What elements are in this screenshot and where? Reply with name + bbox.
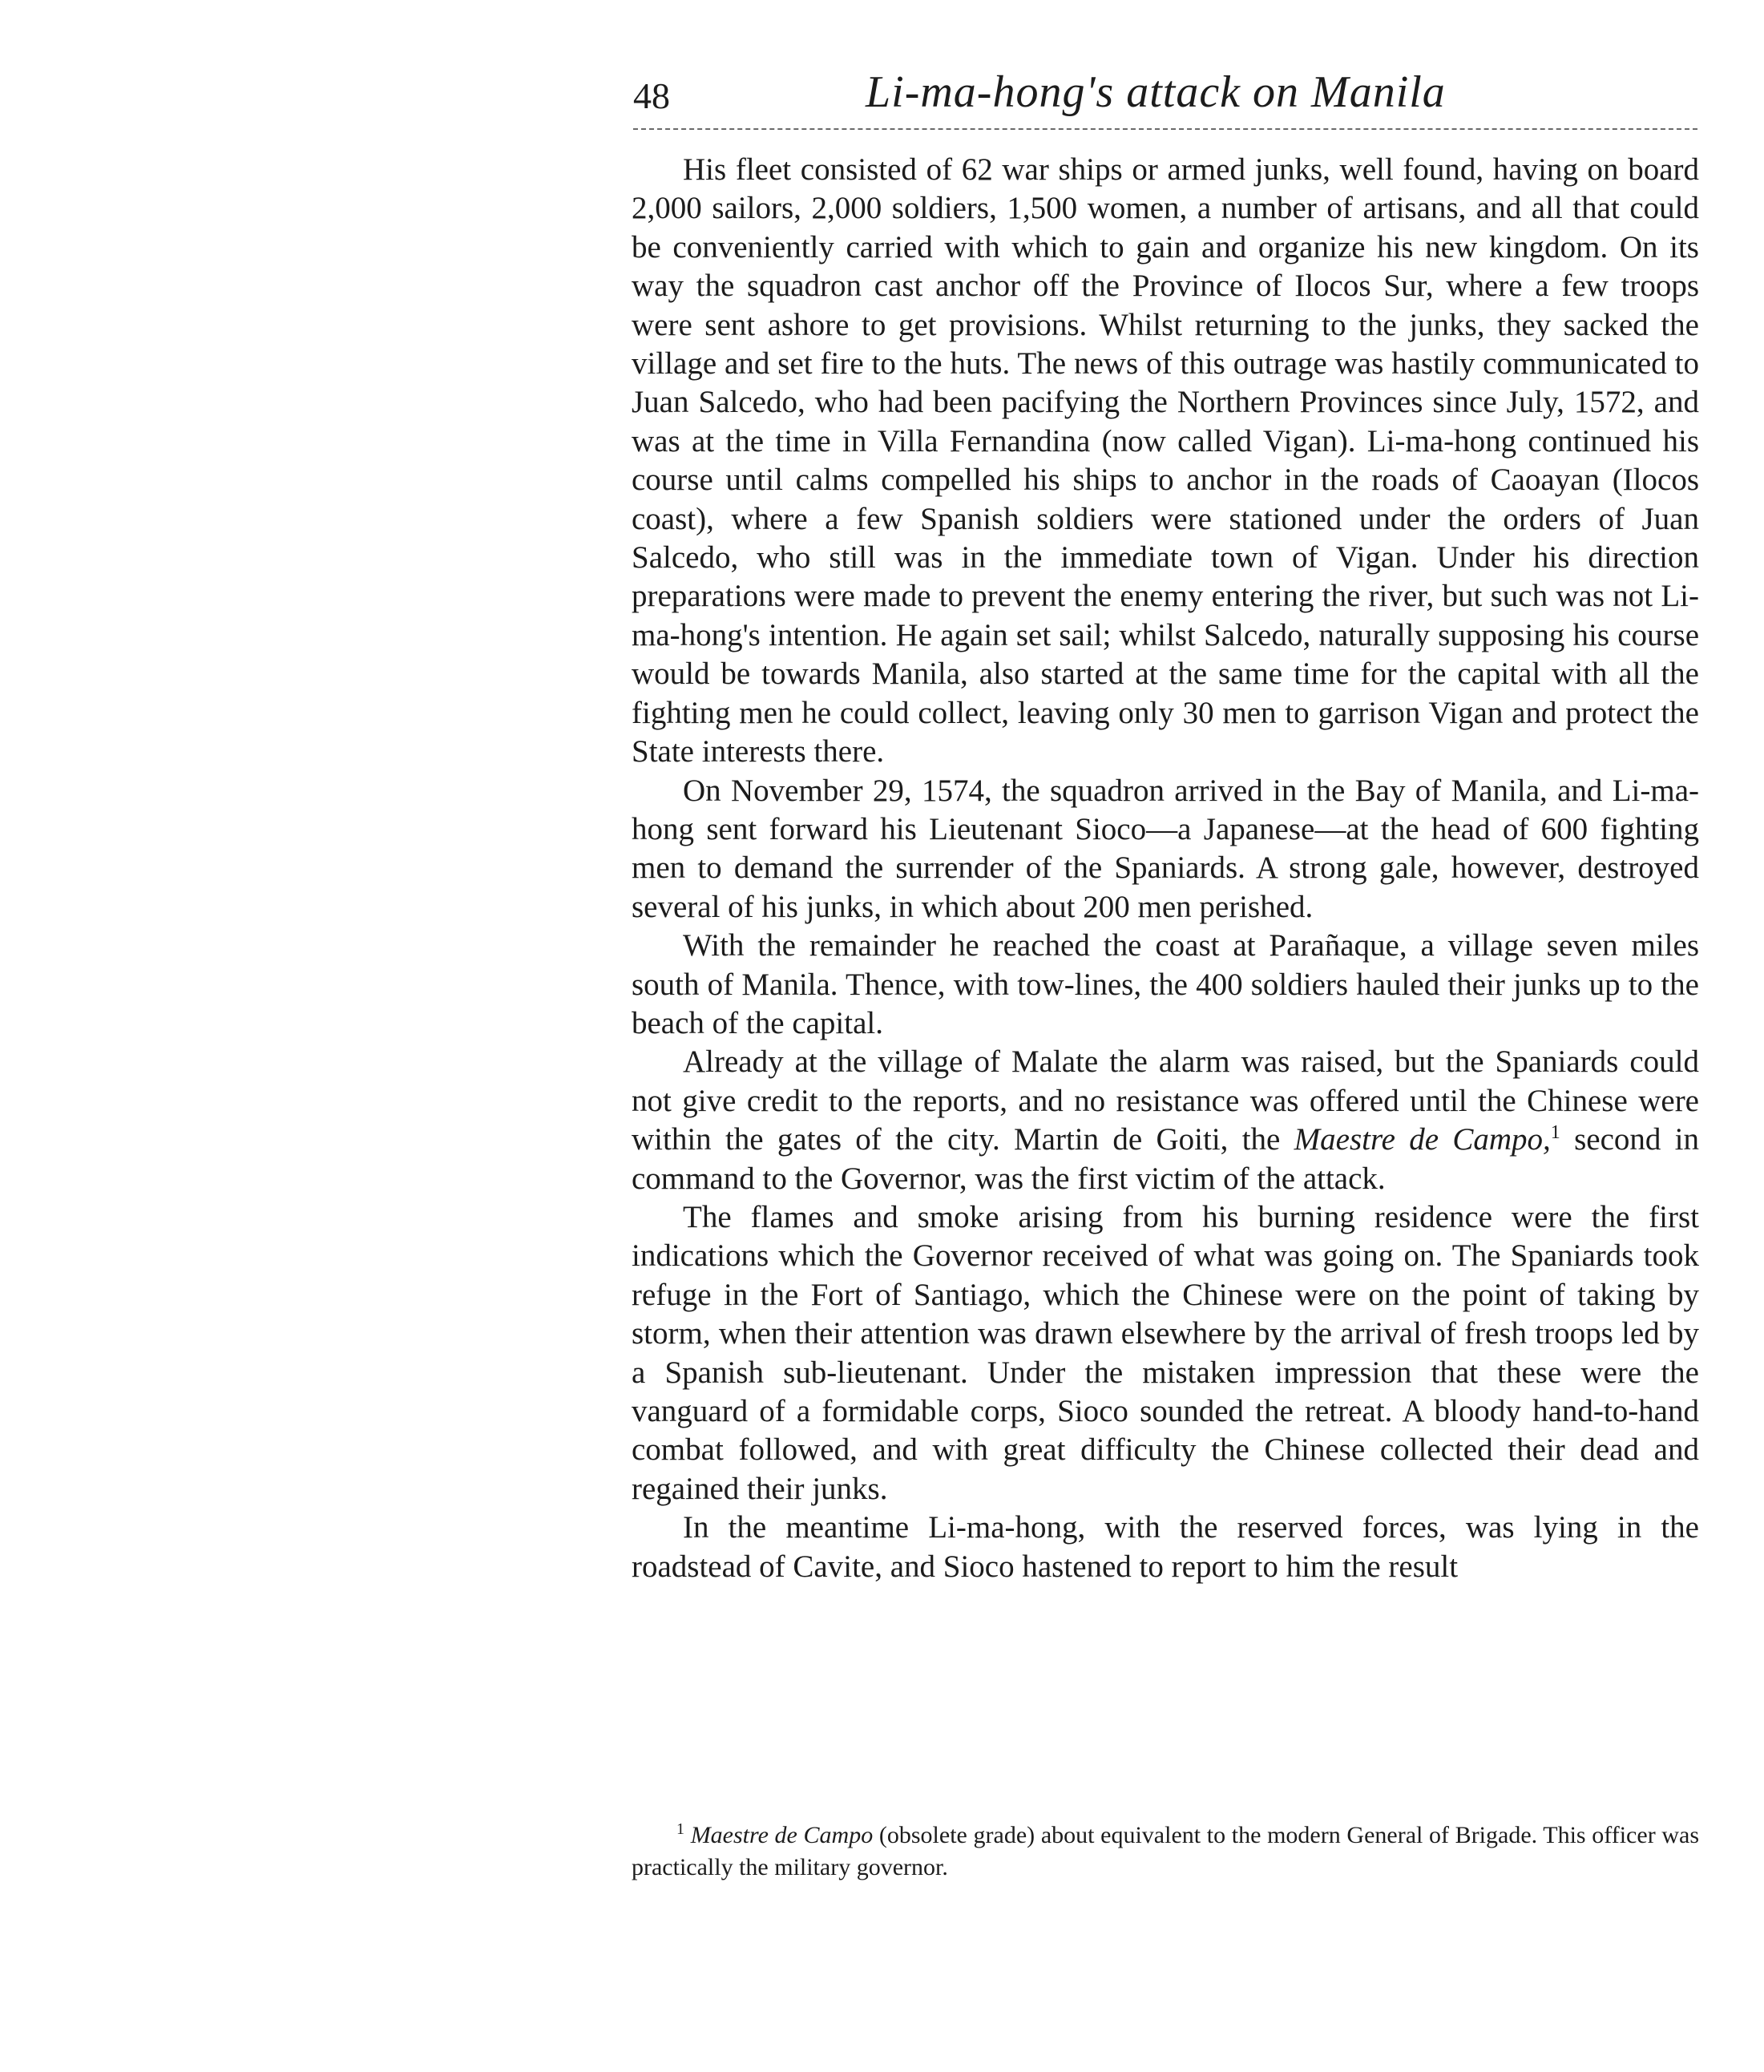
footnote-body: (obsolete grade) about equivalent to the modern General of Brigade. This officer was practically the military governor. [632,1822,1700,1880]
running-title: Li-ma-hong's attack on Manila [866,67,1446,117]
paragraph: The flames and smoke arising from his burning residence were the first indications which the Governor received of what was going on. The Spaniards took refuge in the Fort of Santiago, which the Chinese were on the point of taking by storm, when their attention was drawn elsewhere by the arrival of fresh troops led by a Spanish sub-lieutenant. Under the mistaken impression that these were the vanguard of a formidable corps, Sioco sounded the retreat. A bloody hand-to-hand combat followed, and with great difficulty the Chinese collected their dead and regained their junks. [632,1199,1699,1506]
footnote-text [632,1820,1699,1884]
footnote-term: Maestre de Campo [690,1822,874,1848]
paragraph: With the remainder he reached the coast at Parañaque, a village seven miles south of Manila. Thence, with tow-lines, the 400 soldiers hauled their junks up to the beach of the capital. [632,928,1699,1040]
paragraph-text: second in command to the Governor, was the first victim of the attack. [632,1122,1699,1196]
main-text [632,151,1699,1586]
paragraph [632,1043,1699,1198]
footnote-reference[interactable]: 1 [1550,1122,1560,1144]
paragraph-text: Already at the village of Malate the alarm was raised, but the Spaniards could not give credit to the reports, and no resistance was offered until the Chinese were within the gates of the city. Martin de Goiti, the [632,1044,1699,1157]
footnote [632,1820,1699,1884]
footnote-marker: 1 [676,1820,684,1838]
paragraph: His fleet consisted of 62 war ships or armed junks, well found, having on board 2,000 sailors, 2,000 soldiers, 1,500 women, a number of artisans, and all that could be conveniently carried with which to gain and organize his new kingdom. On its way the squadron cast anchor off the Province of Ilocos Sur, where a few troops were sent ashore to get provisions. Whilst returning to the junks, they sacked the village and set fire to the huts. The news of this outrage was hastily communicated to Juan Salcedo, who had been pacifying the Northern Provinces since July, 1572, and was at the time in Villa Fernandina (now called Vigan). Li-ma-hong continued his course until calms compelled his ships to anchor in the roads of Caoayan (Ilocos coast), where a few Spanish soldiers were stationed under the orders of Juan Salcedo, who still was in the immediate town of Vigan. Under his direction preparations were made to prevent the enemy entering the river, but such was not Li-ma-hong's intention. He again set sail; whilst Salcedo, naturally supposing his course would be towards Manila, also started at the same time for the capital with all the fighting men he could collect, leaving only 30 men to garrison Vigan and protect the State interests there. [632,152,1699,769]
paragraph: In the meantime Li-ma-hong, with the reserved forces, was lying in the roadstead of Cavite, and Sioco hastened to report to him the result [632,1510,1699,1584]
running-header [633,64,1699,128]
italic-term: Maestre de Campo, [1294,1122,1551,1157]
paragraph: On November 29, 1574, the squadron arrived in the Bay of Manila, and Li-ma-hong sent forward his Lieutenant Sioco—a Japanese—at the head of 600 fighting men to demand the surrender of the Spaniards. A strong gale, however, destroyed several of his junks, in which about 200 men perished. [632,773,1699,924]
header-rule [633,128,1697,130]
page-number: 48 [633,75,670,116]
